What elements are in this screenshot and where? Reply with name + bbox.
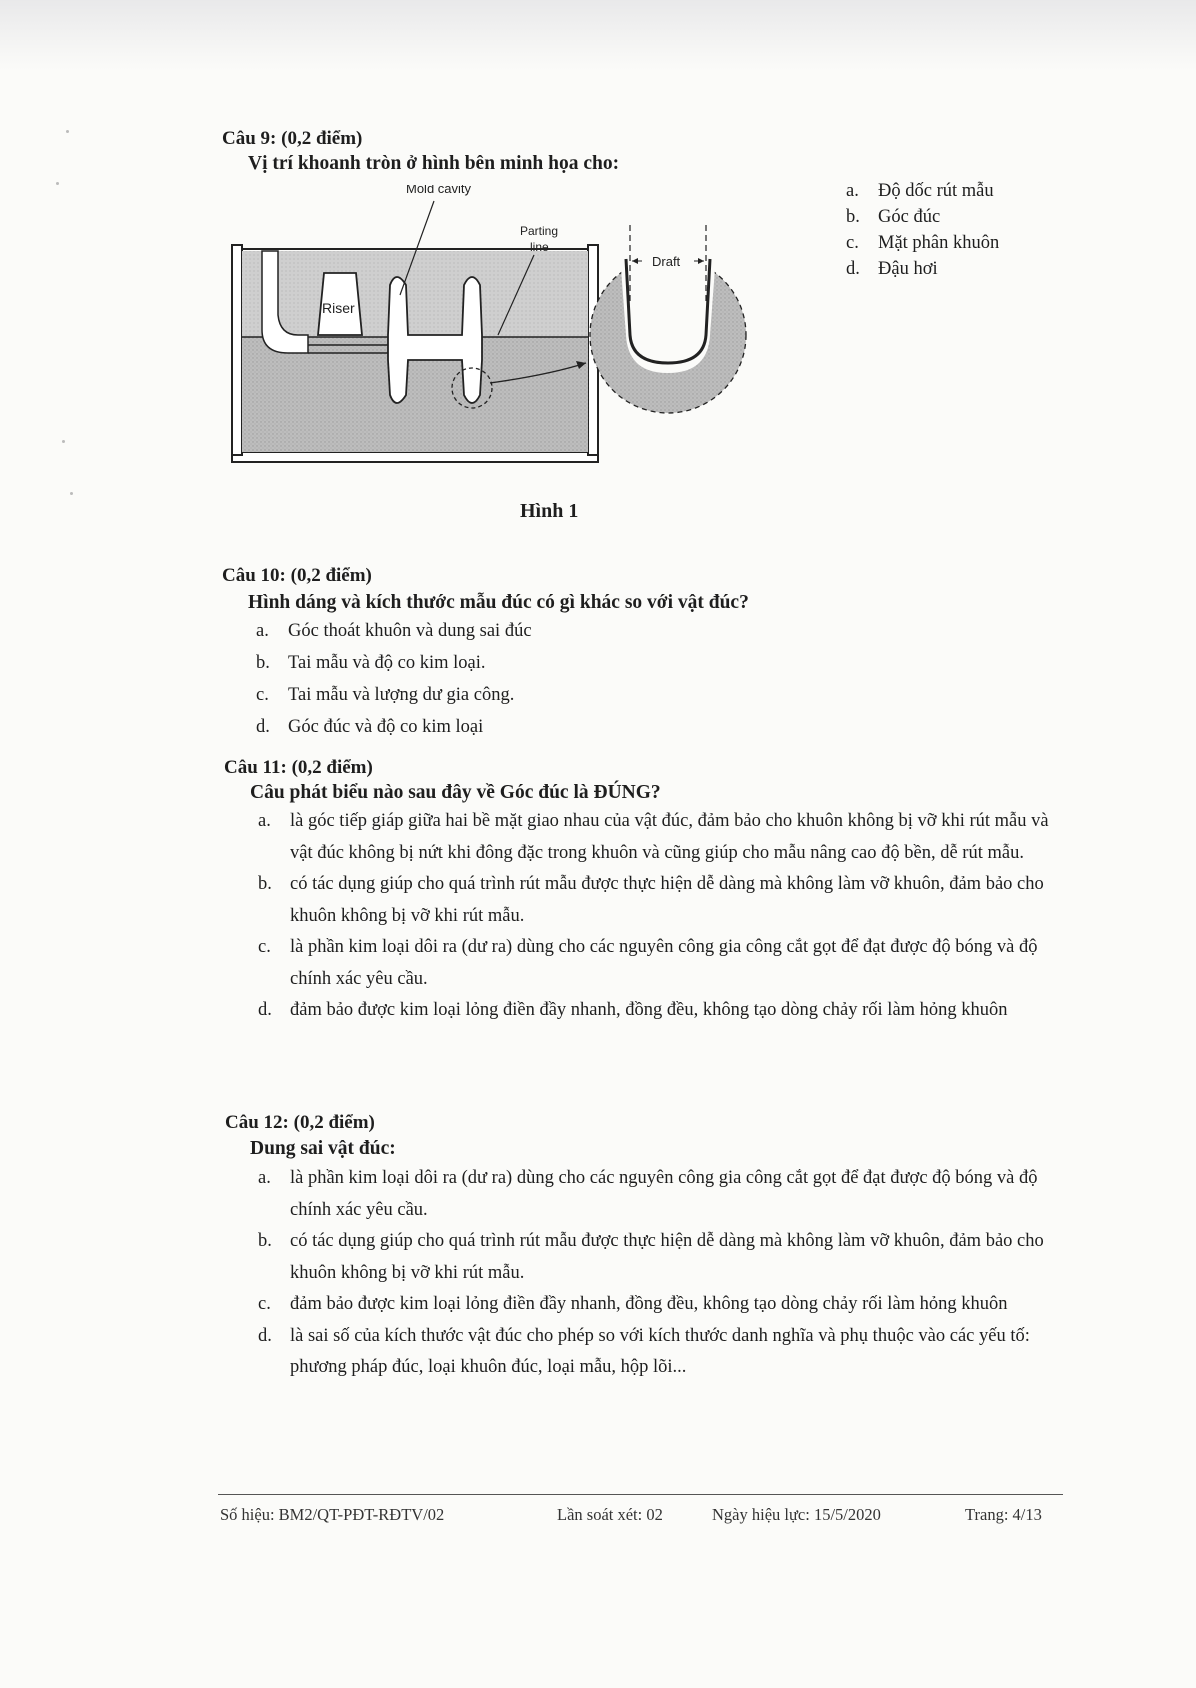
- q12-option-b[interactable]: [258, 1226, 1063, 1289]
- q11-option-d[interactable]: [258, 995, 1058, 1027]
- option-letter: c.: [256, 685, 269, 705]
- q9-title: Câu 9: (0,2 điểm): [222, 128, 363, 149]
- scan-speck: [66, 130, 69, 133]
- q9-prompt: Vị trí khoanh tròn ở hình bên minh họa cho:: [248, 153, 620, 174]
- q11-option-b[interactable]: [258, 869, 1058, 932]
- footer-page-number: Trang: 4/13: [965, 1505, 1042, 1524]
- footer-divider: [218, 1494, 1063, 1495]
- option-letter: d.: [846, 259, 860, 279]
- label-draft: Draft: [652, 254, 681, 269]
- option-letter: c.: [258, 1294, 271, 1314]
- q12-options: [258, 1163, 1063, 1384]
- q11-options: [258, 806, 1058, 1027]
- label-parting-line-2: line: [530, 240, 549, 254]
- option-text: đảm bảo được kim loại lỏng điền đầy nhanh, đồng đều, không tạo dòng chảy rối làm hỏng khuôn: [290, 1000, 1008, 1020]
- option-letter: d.: [258, 1000, 272, 1020]
- cope-sand: [242, 251, 588, 337]
- scan-speck: [70, 492, 73, 495]
- q11-prompt: Câu phát biểu nào sau đây về Góc đúc là ĐÚNG?: [250, 782, 661, 803]
- option-text: Góc thoát khuôn và dung sai đúc: [288, 621, 532, 641]
- option-text: Góc đúc và độ co kim loại: [288, 717, 484, 737]
- option-letter: d.: [258, 1325, 272, 1346]
- q12-prompt: Dung sai vật đúc:: [250, 1138, 396, 1159]
- q11-option-a[interactable]: [258, 806, 1058, 869]
- option-letter: a.: [256, 621, 269, 641]
- footer-effective-date: Ngày hiệu lực: 15/5/2020: [712, 1505, 881, 1524]
- label-parting-line: Parting: [520, 224, 559, 238]
- option-letter: a.: [258, 1168, 271, 1188]
- label-riser: Riser: [322, 300, 355, 316]
- option-letter: c.: [258, 937, 271, 957]
- option-text: là góc tiếp giáp giữa hai bề mặt giao nhau của vật đúc, đảm bảo cho khuôn không bị vỡ khi rút mẫu và vật đúc không bị nứt khi đông đặc trong khuôn và cũng giúp cho mẫu nâng cao độ bền, dễ rút mẫu.: [290, 811, 1049, 863]
- option-text: Tai mẫu và lượng dư gia công.: [288, 685, 515, 705]
- option-letter: d.: [256, 717, 270, 737]
- page-footer: [220, 1505, 1065, 1529]
- q9-option-c[interactable]: [846, 230, 1096, 256]
- option-letter: a.: [846, 181, 859, 201]
- option-text: Độ dốc rút mẫu: [878, 181, 994, 201]
- q10-title: Câu 10: (0,2 điểm): [222, 565, 372, 586]
- footer-revision: Lần soát xét: 02: [557, 1505, 663, 1524]
- q10-option-c[interactable]: [256, 679, 1016, 711]
- option-letter: b.: [846, 207, 860, 227]
- option-text: là phần kim loại dôi ra (dư ra) dùng cho các nguyên công gia công cắt gọt để đạt được độ bóng và độ chính xác yêu cầu.: [290, 937, 1038, 989]
- footer-doc-code: Số hiệu: BM2/QT-PĐT-RĐTV/02: [220, 1505, 445, 1524]
- scan-speck: [62, 440, 65, 443]
- q9-option-b[interactable]: [846, 204, 1096, 230]
- option-letter: b.: [256, 653, 270, 673]
- figure-caption: Hình 1: [520, 500, 579, 522]
- option-text: đảm bảo được kim loại lỏng điền đầy nhanh, đồng đều, không tạo dòng chảy rối làm hỏng khuôn: [290, 1294, 1008, 1314]
- option-text: là sai số của kích thước vật đúc cho phép so với kích thước danh nghĩa và phụ thuộc vào các yếu tố: phương pháp đúc, loại khuôn đúc, loại mẫu, hộp lõi...: [290, 1325, 1030, 1377]
- option-letter: b.: [258, 1231, 272, 1251]
- q9-options: [846, 178, 1096, 282]
- option-text: Mặt phân khuôn: [878, 233, 1000, 253]
- q9-option-d[interactable]: [846, 256, 1096, 282]
- q10-option-b[interactable]: [256, 647, 1016, 679]
- option-letter: c.: [846, 233, 859, 253]
- q10-options: [256, 615, 1016, 743]
- option-text: là phần kim loại dôi ra (dư ra) dùng cho các nguyên công gia công cắt gọt để đạt được độ bóng và độ chính xác yêu cầu.: [290, 1168, 1038, 1220]
- q11-title: Câu 11: (0,2 điểm): [224, 757, 373, 778]
- option-letter: b.: [258, 874, 272, 894]
- option-text: Đậu hơi: [878, 259, 938, 279]
- q9-option-a[interactable]: [846, 178, 1096, 204]
- q12-option-d[interactable]: [258, 1321, 1063, 1384]
- option-text: Tai mẫu và độ co kim loại.: [288, 653, 486, 673]
- option-text: có tác dụng giúp cho quá trình rút mẫu được thực hiện dễ dàng mà không làm vỡ khuôn, đảm bảo cho khuôn không bị vỡ khi rút mẫu.: [290, 874, 1044, 926]
- option-text: Góc đúc: [878, 207, 941, 227]
- q10-option-a[interactable]: [256, 615, 1016, 647]
- option-text: có tác dụng giúp cho quá trình rút mẫu được thực hiện dễ dàng mà không làm vỡ khuôn, đảm bảo cho khuôn không bị vỡ khi rút mẫu.: [290, 1231, 1044, 1283]
- mold-diagram: [228, 185, 800, 485]
- option-letter: a.: [258, 811, 271, 831]
- q12-option-c[interactable]: [258, 1289, 1063, 1321]
- q10-option-d[interactable]: [256, 711, 1016, 743]
- label-mold-cavity: Mold cavity: [406, 185, 472, 196]
- scan-speck: [56, 182, 59, 185]
- q10-prompt: Hình dáng và kích thước mẫu đúc có gì khác so với vật đúc?: [248, 592, 749, 613]
- q11-option-c[interactable]: [258, 932, 1058, 995]
- q12-title: Câu 12: (0,2 điểm): [225, 1112, 375, 1133]
- q12-option-a[interactable]: [258, 1163, 1063, 1226]
